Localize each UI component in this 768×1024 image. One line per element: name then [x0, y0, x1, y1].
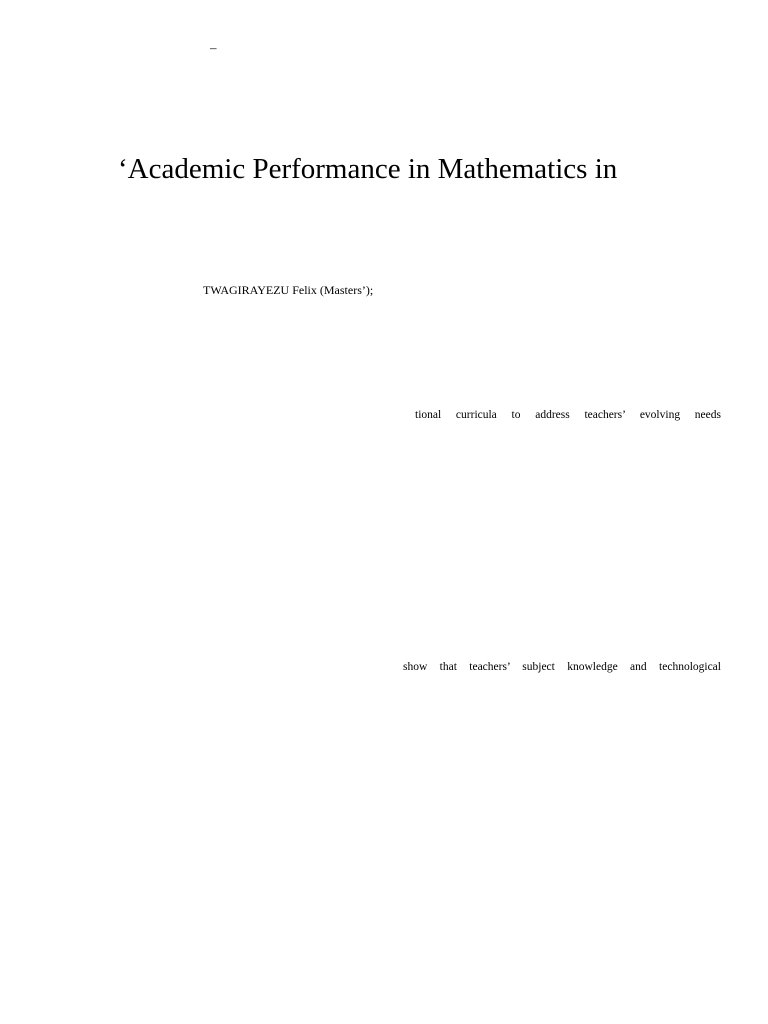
body-text-fragment: show that teachers’ subject knowledge and technological [403, 661, 721, 673]
body-text-fragment: tional curricula to address teachers’ evolving needs [415, 409, 721, 421]
author-line: TWAGIRAYEZU Felix (Masters’); [203, 283, 374, 297]
page-title: ‘Academic Performance in Mathematics in [118, 153, 618, 185]
header-mark: – [210, 40, 217, 55]
